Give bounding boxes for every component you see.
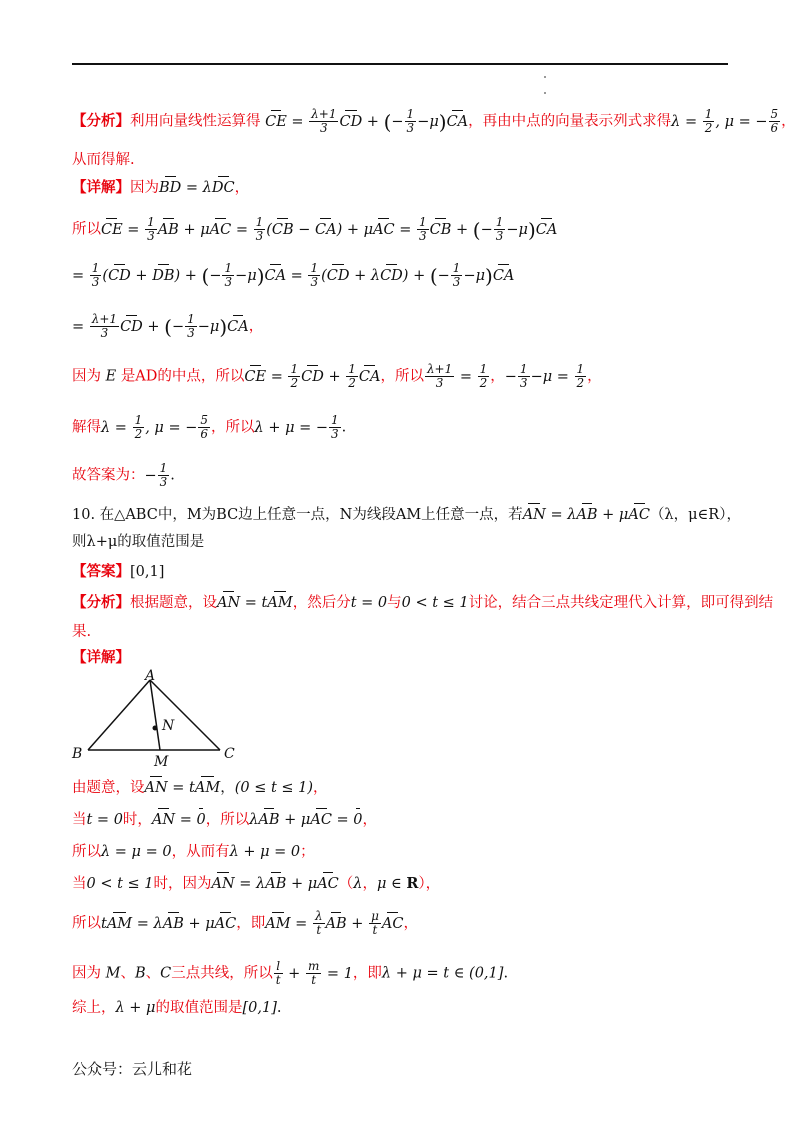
p10-step-5: 所以tAM = λAB + μAC，即AM = $\frac{\lambda}{t}$ AB + $\frac{\mu}{t}$ AC， <box>72 909 418 937</box>
analysis-label: 【分析】 <box>72 112 130 130</box>
p10-step-6: 因为 M、B、C三点共线，所以 $\frac{l}{t}$ + $\frac{m}{t}$ = 1，即λ + μ = t ∈ (0,1]. <box>72 959 509 987</box>
detail-line-4: = $\frac{\lambda+1}{3}$ CD + (− $\frac{1}{3}$ −μ)CA， <box>72 312 264 340</box>
label-n: N <box>162 718 175 734</box>
problem10-detail-label: 【详解】 <box>72 649 130 666</box>
p10-step-2: 当t = 0时，AN = 0，所以λAB + μAC = 0， <box>72 812 378 828</box>
problem10-analysis-2: 果. <box>72 624 92 640</box>
side-ab <box>88 680 150 750</box>
label-c: C <box>224 746 235 762</box>
analysis-line-2: 从而得解. <box>72 152 135 168</box>
p10-step-1: 由题意，设AN = tAM，(0 ≤ t ≤ 1)， <box>72 780 328 796</box>
problem10-analysis: 【分析】根据题意，设AN = tAM，然后分t = 0与0 < t ≤ 1讨论，结合三点共线定理代入计算，即可得到结 <box>72 594 774 611</box>
label-b: B <box>72 746 83 762</box>
detail-line-6: 解得λ = $\frac{1}{2}$ , μ = − $\frac{5}{6}$ ，所以λ + μ = − $\frac{1}{3}$ . <box>72 413 347 441</box>
segment-am <box>150 680 160 750</box>
analysis-line-1: 【分析】利用向量线性运算得 CE = $\frac{\lambda+1}{3}$ CD + (− $\frac{1}{3}$ −μ)CA，再由中点的向量表示列式求得λ = $\frac{1}{2}$ , μ = − $\frac{5}{6}$ ， <box>72 107 796 135</box>
problem10-stem-2: 则λ+μ的取值范围是 <box>72 534 205 550</box>
detail-line-1: 【详解】因为BD = λDC， <box>72 179 250 196</box>
p10-step-7: 综上，λ + μ的取值范围是[0,1]. <box>72 1000 282 1016</box>
label-a: A <box>145 668 156 684</box>
point-n <box>153 726 158 731</box>
problem10-answer: 【答案】[0,1] <box>72 563 165 580</box>
problem10-stem: 10. 在△ABC中，M为BC边上任意一点，N为线段AM上任意一点，若AN = λAB + μAC（λ，μ∈R）， <box>72 507 741 523</box>
detail-answer: 故答案为：− $\frac{1}{3}$ . <box>72 461 175 489</box>
p10-step-4: 当0 < t ≤ 1时，因为AN = λAB + μAC（λ，μ ∈ R）， <box>72 875 441 892</box>
side-ac <box>150 680 220 750</box>
detail-line-5: 因为 E 是AD的中点，所以CE = $\frac{1}{2}$ CD + $\frac{1}{2}$ CA，所以 $\frac{\lambda+1}{3}$ = $\frac{1}{2}$ ，− $\frac{1}{3}$ −μ = $\frac{1}{2}$ ， <box>72 362 602 390</box>
detail-line-3: = $\frac{1}{3}$ (CD + DB) + (− $\frac{1}{3}$ −μ)CA = $\frac{1}{3}$ (CD + λCD) + (− $\frac{1}{3}$ −μ)CA <box>72 261 515 289</box>
triangle-figure <box>70 668 250 768</box>
decor-dot <box>544 92 546 94</box>
footer-credit: 公众号：云儿和花 <box>72 1060 193 1078</box>
label-m: M <box>154 754 169 768</box>
header-rule <box>72 63 728 65</box>
decor-dot <box>544 76 546 78</box>
detail-line-2: 所以CE = $\frac{1}{3}$ AB + μAC = $\frac{1}{3}$ (CB − CA) + μAC = $\frac{1}{3}$ CB + (− $\frac{1}{3}$ −μ)CA <box>72 215 558 243</box>
p10-step-3: 所以λ = μ = 0，从而有λ + μ = 0； <box>72 844 315 860</box>
